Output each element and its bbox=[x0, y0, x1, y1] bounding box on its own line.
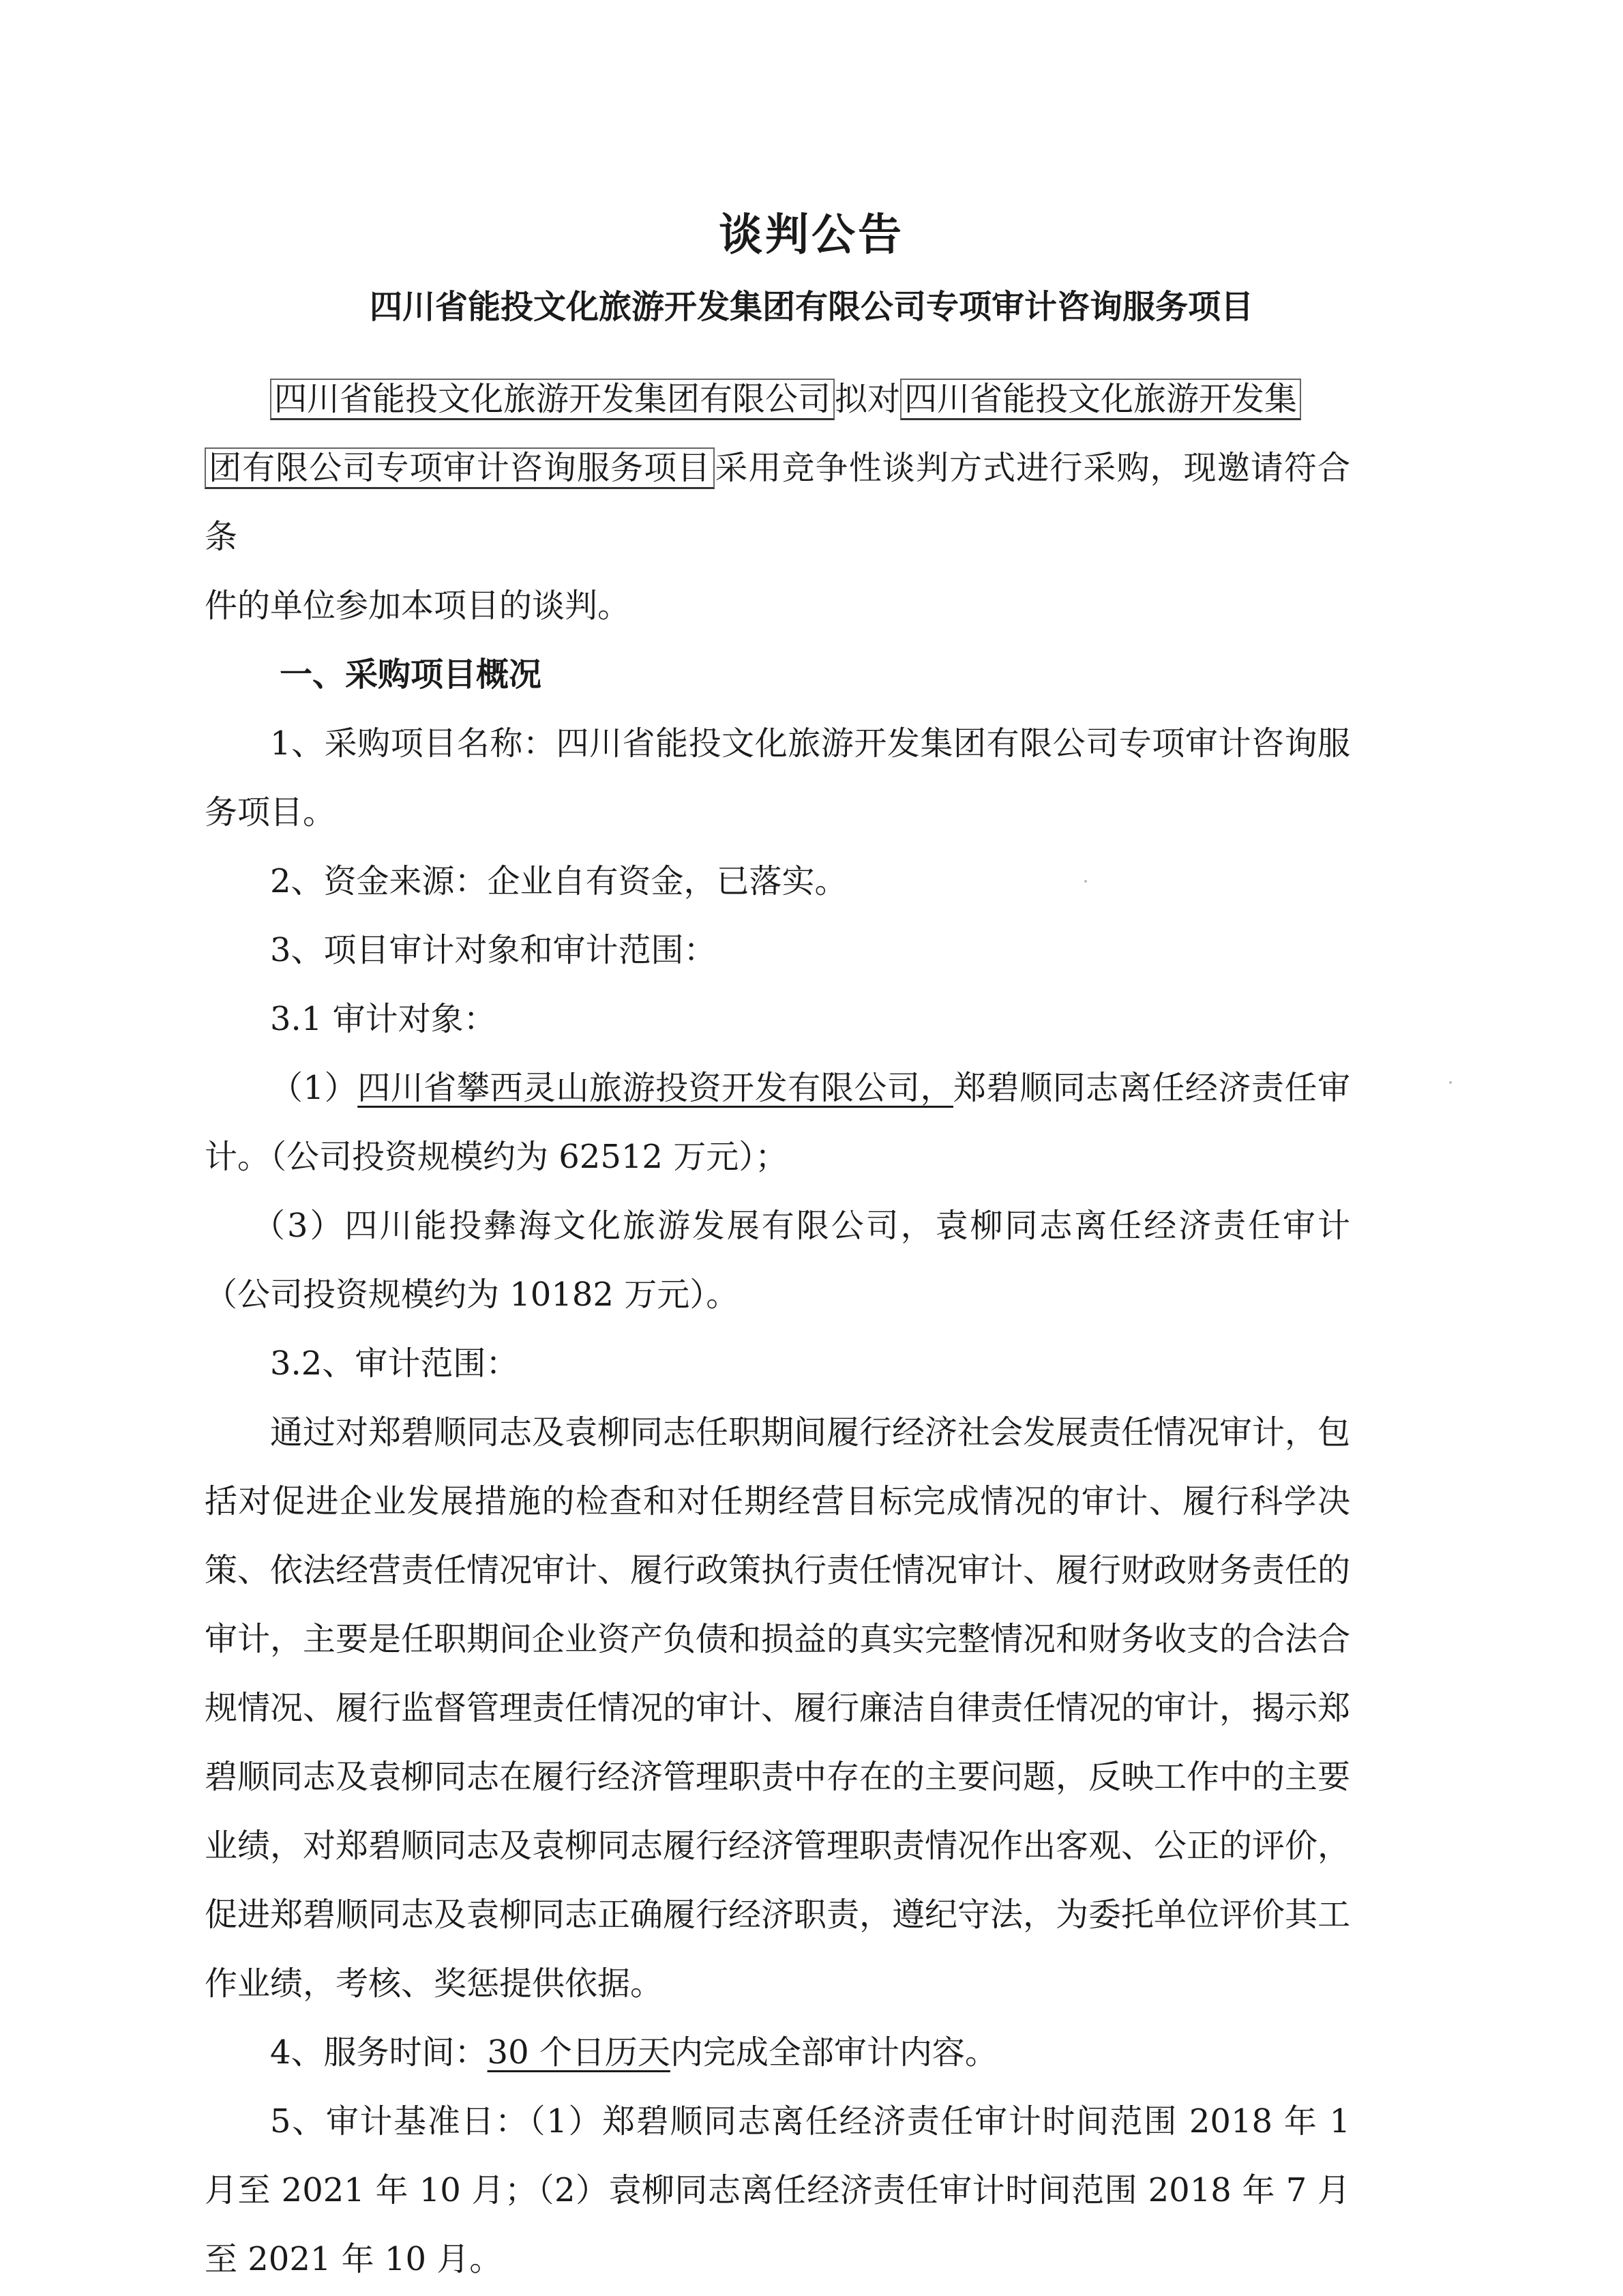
project-name-part-a: 四川省能投文化旅游开发集 bbox=[900, 379, 1301, 420]
document-title: 谈判公告 bbox=[719, 209, 904, 261]
item3-1-text: 3.1 审计对象： bbox=[270, 1000, 496, 1038]
object3-paragraph: （3）四川能投彝海文化旅游发展有限公司，袁柳同志离任经济责任审计（公司投资规模约为 10182 万元）。 bbox=[205, 1207, 1350, 1314]
project-name-part-b: 团有限公司专项审计咨询服务项目 bbox=[205, 447, 715, 489]
scope-paragraph: 通过对郑碧顺同志及袁柳同志任职期间履行经济社会发展责任情况审计，包括对促进企业发展措施的检查和对任期经营目标完成情况的审计、履行科学决策、依法经营责任情况审计、履行政策执行责任情况审计、履行财政财务责任的审计，主要是任职期间企业资产负债和损益的真实完整情况和财务收支的合法合规情况、履行监督管理责任情况的审计、履行廉洁自律责任情况的审计，揭示郑碧顺同志及袁柳同志在履行经济管理职责中存在的主要问题，反映工作中的主要业绩，对郑碧顺同志及袁柳同志履行经济管理职责情况作出客观、公正的评价，促进郑碧顺同志及袁柳同志正确履行经济职责，遵纪守法，为委托单位评价其工作业绩，考核、奖惩提供依据。 bbox=[205, 1413, 1351, 2003]
section1-heading: 一、采购项目概况 bbox=[280, 656, 542, 694]
object1-paragraph bbox=[205, 1054, 1350, 1192]
scan-speck bbox=[1084, 880, 1087, 883]
intro-rest-b: 件的单位参加本项目的谈判。 bbox=[205, 587, 631, 625]
intro-paragraph bbox=[205, 365, 1350, 641]
intro-connector: 拟对 bbox=[835, 380, 901, 418]
object1-rest: 郑碧顺同志离任经济责任审计。（公司投资规模约为 62512 万元）； bbox=[205, 1069, 1350, 1176]
document-body bbox=[205, 365, 1350, 2294]
item3-text: 3、项目审计对象和审计范围： bbox=[270, 931, 717, 969]
item1-text: 1、采购项目名称：四川省能投文化旅游开发集团有限公司专项审计咨询服务项目。 bbox=[205, 724, 1350, 831]
intro-rest-a: 采用竞争性谈判方式进行采购，现邀请符合条 bbox=[205, 449, 1350, 556]
document-subtitle: 四川省能投文化旅游开发集团有限公司专项审计咨询服务项目 bbox=[369, 288, 1253, 326]
service-duration: 30 个日历天 bbox=[487, 2033, 670, 2072]
scan-speck bbox=[1449, 1081, 1452, 1084]
object1-prefix: （1） bbox=[270, 1069, 358, 1107]
item5-paragraph: 5、审计基准日：（1）郑碧顺同志离任经济责任审计时间范围 2018 年 1 月至 2021 年 10 月；（2）袁柳同志离任经济责任审计时间范围 2018 年 7 月至 2021 年 10 月。 bbox=[205, 2102, 1350, 2278]
item4-paragraph bbox=[205, 2018, 1350, 2087]
purchaser-name: 四川省能投文化旅游开发集团有限公司 bbox=[270, 379, 835, 420]
item4-suffix: 内完成全部审计内容。 bbox=[670, 2033, 998, 2072]
item3-2-text: 3.2、审计范围： bbox=[270, 1344, 519, 1383]
item4-prefix: 4、服务时间： bbox=[270, 2033, 488, 2072]
item2-text: 2、资金来源：企业自有资金，已落实。 bbox=[270, 862, 848, 900]
object1-company: 四川省攀西灵山旅游投资开发有限公司， bbox=[357, 1069, 953, 1107]
